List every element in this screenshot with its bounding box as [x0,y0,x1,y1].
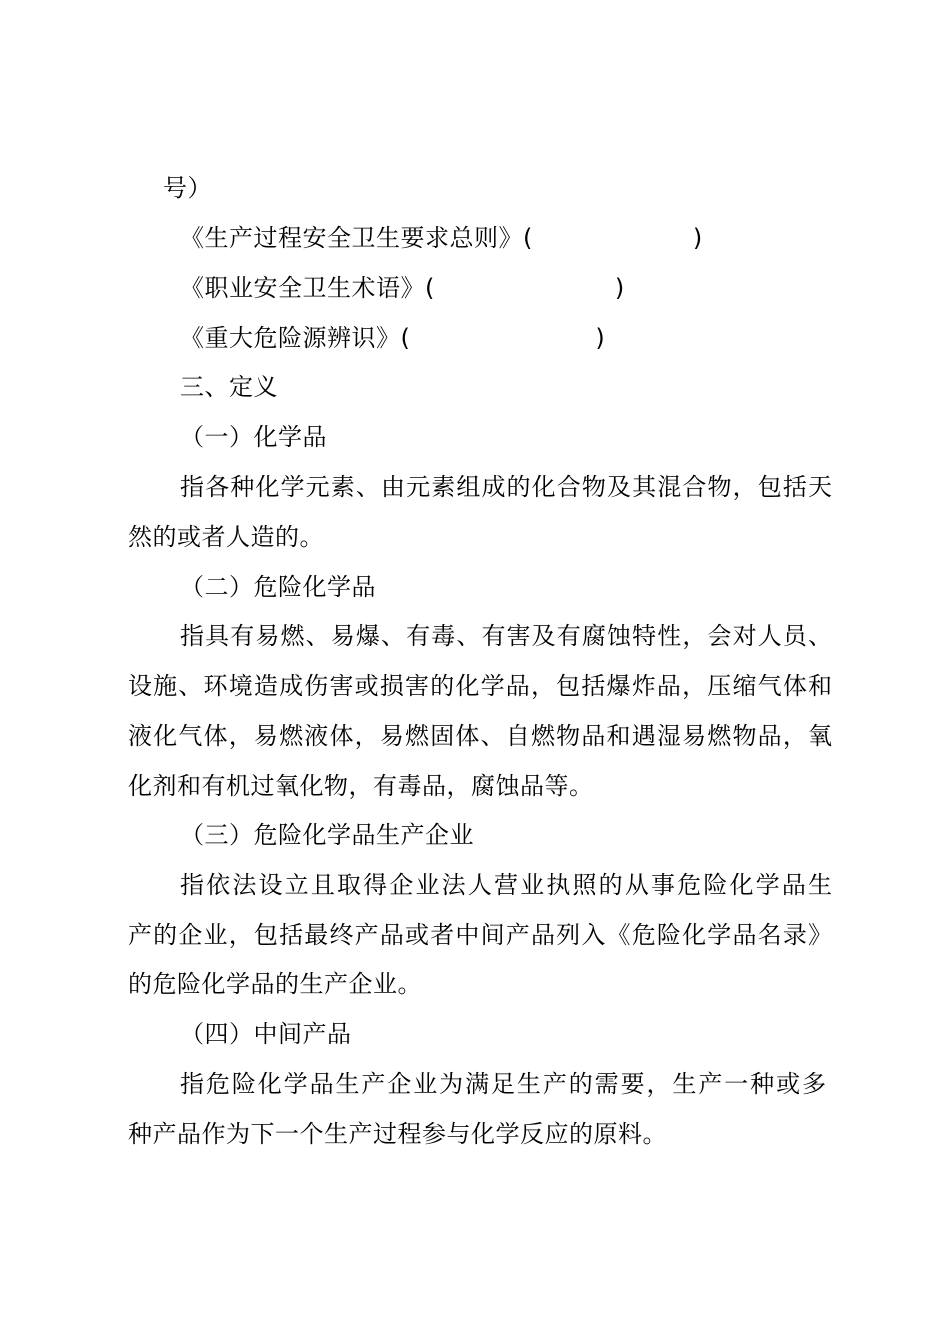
blank-space [435,273,615,303]
text-line: 号） [163,174,212,202]
blank-space [533,223,693,253]
reference-close: ) [614,274,625,302]
paragraph-line: 指依法设立且取得企业法人营业执照的从事危险化学品生 [180,871,832,899]
subsection-heading: （四）中间产品 [180,1020,352,1048]
paragraph-line: 液化气体，易燃液体，易燃固体、自燃物品和遇湿易燃物品，氧 [128,722,832,750]
reference-line [180,323,605,353]
paragraph-line: 的危险化学品的生产企业。 [128,970,422,998]
paragraph-line: 产的企业，包括最终产品或者中间产品列入《危险化学品名录》 [128,921,832,949]
paragraph-line: 指危险化学品生产企业为满足生产的需要，生产一种或多 [180,1070,826,1098]
paragraph-line: 设施、环境造成伤害或损害的化学品，包括爆炸品，压缩气体和 [128,672,832,700]
reference-title: 《生产过程安全卫生要求总则》( [180,224,533,252]
reference-line [180,273,625,303]
paragraph-line: 种产品作为下一个生产过程参与化学反应的原料。 [128,1120,667,1148]
reference-close: ) [595,324,606,352]
reference-title: 《职业安全卫生术语》( [180,274,435,302]
paragraph-line: 指具有易燃、易爆、有毒、有害及有腐蚀特性，会对人员、 [180,622,832,650]
blank-space [410,323,595,353]
paragraph-line: 化剂和有机过氧化物，有毒品，腐蚀品等。 [128,772,594,800]
reference-title: 《重大危险源辨识》( [180,324,411,352]
paragraph-line: 指各种化学元素、由元素组成的化合物及其混合物，包括天 [180,473,832,501]
reference-line [180,223,703,253]
reference-close: ) [692,224,703,252]
subsection-heading: （二）危险化学品 [180,573,376,601]
subsection-heading: （一）化学品 [180,423,327,451]
subsection-heading: （三）危险化学品生产企业 [180,821,474,849]
section-heading: 三、定义 [180,373,278,401]
paragraph-line: 然的或者人造的。 [128,523,324,551]
